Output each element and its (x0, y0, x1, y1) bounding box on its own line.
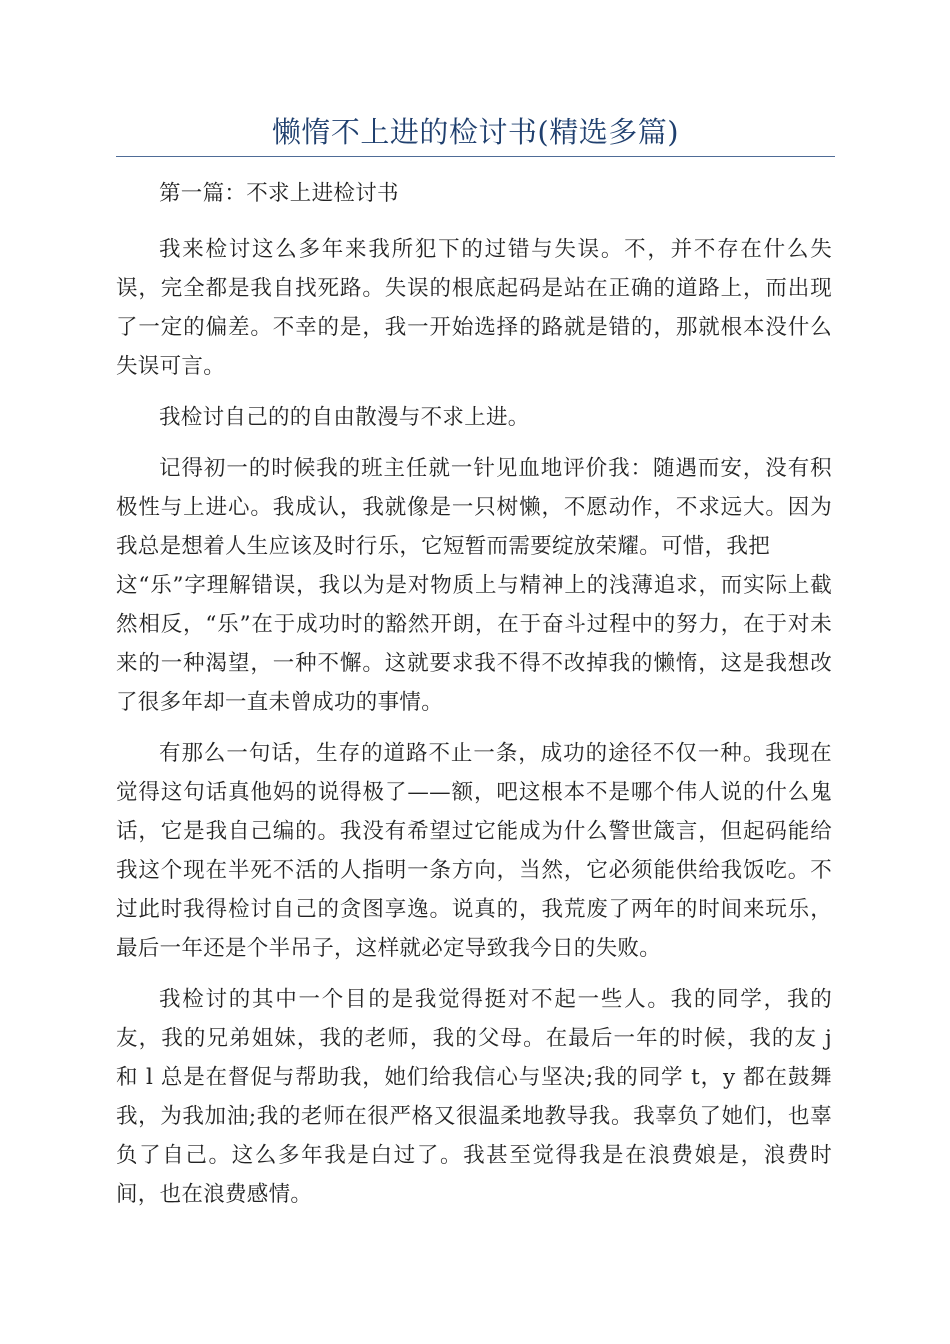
paragraph-3: 记得初一的时候我的班主任就一针见血地评价我：随遇而安，没有积极性与上进心。我成认，我就像是一只树懒，不愿动作，不求远大。因为我总是想着人生应该及时行乐，它短暂而需要绽放荣耀。可惜，我把 这“乐”字理解错误，我以为是对物质上与精神上的浅薄追求，而实际上截然相反，“乐”在于成功时的豁然开朗，在于奋斗过程中的努力，在于对未来的一种渴望，一种不懈。这就要求我不得不改掉我的懒惰，这是我想改了很多年却一直未曾成功的事情。 (116, 456, 832, 715)
document-body (116, 170, 832, 1226)
paragraph-4: 有那么一句话，生存的道路不止一条，成功的途径不仅一种。我现在觉得这句话真他妈的说得极了——额，吧这根本不是哪个伟人说的什么鬼话，它是我自己编的。我没有希望过它能成为什么警世箴言，但起码能给我这个现在半死不活的人指明一条方向，当然，它必须能供给我饭吃。不过此时我得检讨自己的贪图享逸。说真的，我荒废了两年的时间来玩乐，最后一年还是个半吊子，这样就必定导致我今日的失败。 (116, 741, 832, 961)
title-block (116, 108, 835, 157)
section-heading: 第一篇：不求上进检讨书 (159, 181, 399, 206)
paragraph-1: 我来检讨这么多年来我所犯下的过错与失误。不，并不存在什么失误，完全都是我自找死路。失误的根底起码是站在正确的道路上，而出现了一定的偏差。不幸的是，我一开始选择的路就是错的，那就根本没什么失误可言。 (116, 237, 832, 379)
paragraph-5: 我检讨的其中一个目的是我觉得挺对不起一些人。我的同学，我的友，我的兄弟姐妹，我的老师，我的父母。在最后一年的时候，我的友 j 和 l 总是在督促与帮助我，她们给我信心与坚决;我的同学 t，y 都在鼓舞我，为我加油;我的老师在很严格又很温柔地教导我。我辜负了她们，也辜负了自己。这么多年我是白过了。我甚至觉得我是在浪费娘是，浪费时间，也在浪费感情。 (116, 987, 832, 1207)
document-title: 懒惰不上进的检讨书(精选多篇) (271, 115, 680, 149)
paragraph-2: 我检讨自己的的自由散漫与不求上进。 (159, 405, 530, 430)
